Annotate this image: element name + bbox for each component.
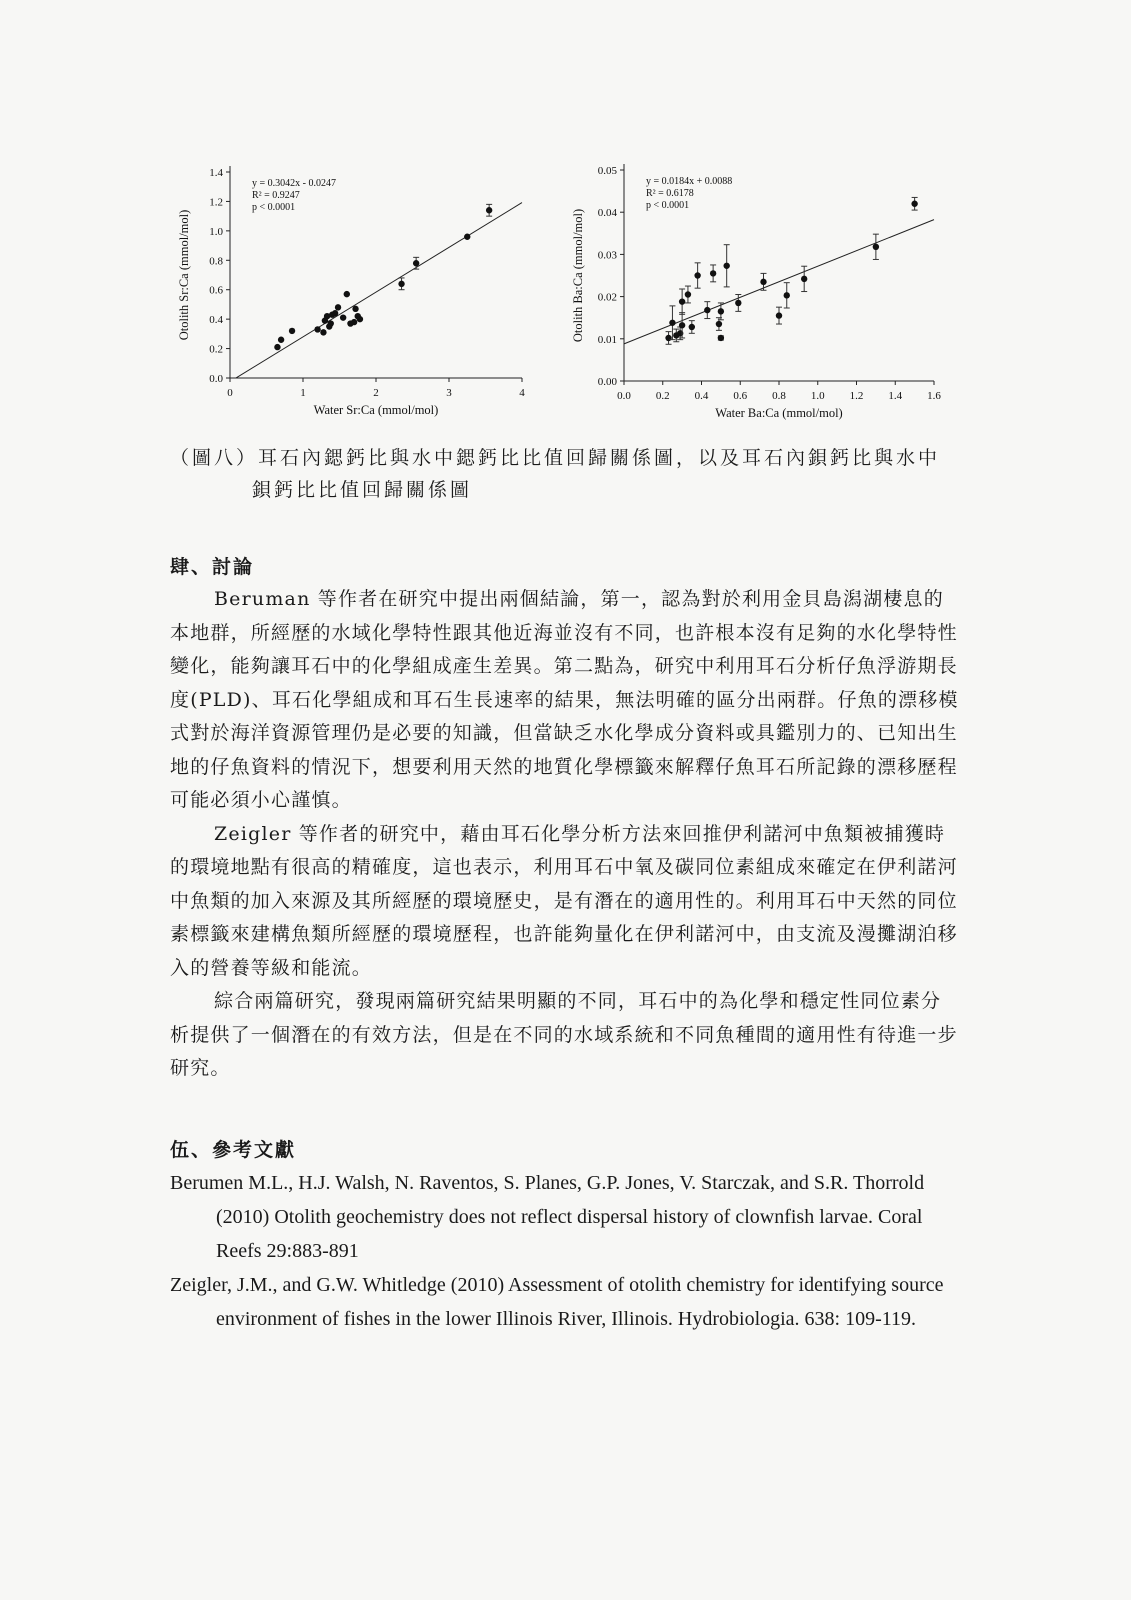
discussion-paragraph: Zeigler 等作者的研究中，藉由耳石化學分析方法來回推伊利諾河中魚類被捕獲時的環境地點有很高的精確度，這也表示，利用耳石中氧及碳同位素組成來確定在伊利諾河中魚類的加入來源及其所經歷的環境歷史，是有潛在的適用性的。利用耳石中天然的同位素標籤來建構魚類所經歷的環境歷程，也許能夠量化在伊利諾河中，由支流及漫攤湖泊移入的營養等級和能流。: [170, 822, 958, 979]
x-axis-label: Water Sr:Ca (mmol/mol): [313, 403, 439, 417]
data-point: [873, 244, 879, 250]
y-tick-label: 0.0: [209, 373, 223, 385]
x-tick-label: 1.0: [810, 390, 825, 402]
otolith-ba-ca-chart: [550, 160, 950, 430]
data-point: [464, 234, 470, 240]
y-tick-label: 0.8: [209, 255, 223, 268]
x-tick-label: 3: [446, 387, 452, 399]
y-tick-label: 0.03: [597, 249, 617, 262]
data-point: [357, 316, 363, 322]
data-point: [320, 329, 326, 335]
y-tick-label: 0.00: [597, 376, 617, 388]
data-point: [685, 291, 691, 297]
regression-annotation: p < 0.0001: [646, 200, 690, 211]
y-tick-label: 0.01: [597, 333, 617, 346]
y-tick-label: 0.2: [209, 343, 223, 356]
x-tick-label: 0.6: [733, 390, 748, 402]
y-tick-label: 1.0: [209, 225, 223, 238]
y-tick-label: 1.2: [209, 196, 223, 209]
data-point: [413, 260, 419, 266]
data-point: [723, 263, 729, 269]
discussion-paragraph: Beruman 等作者在研究中提出兩個結論，第一，認為對於利用金貝島潟湖棲息的本地群，所經歷的水域化學特性跟其他近海並沒有不同，也許根本沒有足夠的水化學特性變化，能夠讓耳石中的化學組成產生差異。第二點為，研究中利用耳石分析仔魚浮游期長度(PLD)、耳石化學組成和耳石生長速率的結果，無法明確的區分出兩群。仔魚的漂移模式對於海洋資源管理仍是必要的知識，但當缺乏水化學成分資料或具鑑別力的、已知出生地的仔魚資料的情況下，想要利用天然的地質化學標籤來解釋仔魚耳石所記錄的漂移歷程可能必須小心謹慎。: [170, 588, 959, 811]
discussion-body: [170, 583, 960, 1086]
data-point: [332, 310, 338, 316]
discussion-title: 肆、討論: [170, 556, 255, 578]
data-point: [328, 320, 334, 326]
x-tick-label: 1: [300, 387, 306, 399]
regression-annotation: R² = 0.9247: [252, 190, 300, 201]
data-point: [669, 320, 675, 326]
x-tick-label: 0.0: [617, 390, 631, 402]
otolith-sr-ca-chart: [175, 160, 545, 430]
data-point: [335, 304, 341, 310]
discussion-paragraph: 綜合兩篇研究，發現兩篇研究結果明顯的不同，耳石中的為化學和穩定性同位素分析提供了一個潛在的有效方法，但是在不同的水域系統和不同魚種間的適用性有待進一步研究。: [170, 990, 958, 1079]
data-point: [704, 307, 710, 313]
data-point: [398, 281, 404, 287]
data-point: [801, 276, 807, 282]
regression-annotation: p < 0.0001: [252, 202, 296, 213]
regression-annotation: y = 0.3042x - 0.0247: [252, 178, 336, 189]
data-point: [314, 326, 320, 332]
data-point: [679, 322, 685, 328]
x-tick-label: 1.6: [927, 390, 941, 402]
x-tick-label: 1.2: [849, 390, 864, 402]
regression-line: [236, 203, 522, 378]
x-tick-label: 2: [373, 387, 379, 399]
y-tick-label: 0.04: [597, 207, 617, 220]
data-point: [718, 335, 724, 341]
regression-annotation: y = 0.0184x + 0.0088: [646, 176, 733, 187]
x-axis-label: Water Ba:Ca (mmol/mol): [715, 406, 843, 420]
y-axis-label: Otolith Ba:Ca (mmol/mol): [571, 208, 585, 343]
data-point: [689, 324, 695, 330]
data-point: [784, 292, 790, 298]
regression-annotation: R² = 0.6178: [646, 188, 694, 199]
data-point: [278, 337, 284, 343]
y-tick-label: 1.4: [209, 167, 223, 179]
x-tick-label: 1.4: [888, 390, 903, 402]
data-point: [289, 328, 295, 334]
y-tick-label: 0.6: [209, 284, 223, 297]
data-point: [665, 335, 671, 341]
x-tick-label: 4: [519, 387, 525, 399]
data-point: [710, 270, 716, 276]
reference-item: Berumen M.L., H.J. Walsh, N. Raventos, S. Planes, G.P. Jones, V. Starczak, and S.R. Thorrold (2010) Otolith geochemistry does not reflect dispersal history of clownfish larvae. Coral Reefs 29:883-891: [170, 1172, 925, 1262]
x-tick-label: 0.8: [772, 390, 786, 402]
x-tick-label: 0.4: [694, 390, 709, 402]
data-point: [911, 201, 917, 207]
data-point: [760, 279, 766, 285]
caption-line-2: 鋇鈣比比值回歸關係圖: [252, 479, 473, 501]
data-point: [718, 308, 724, 314]
data-point: [694, 272, 700, 278]
y-tick-label: 0.05: [597, 165, 617, 177]
data-point: [486, 207, 492, 213]
y-axis-label: Otolith Sr:Ca (mmol/mol): [177, 209, 191, 341]
data-point: [351, 319, 357, 325]
y-tick-label: 0.4: [209, 314, 223, 327]
x-tick-label: 0.2: [655, 390, 670, 402]
caption-line-1: （圖八）耳石內鍶鈣比與水中鍶鈣比比值回歸關係圖，以及耳石內鋇鈣比與水中: [170, 447, 941, 469]
data-point: [776, 312, 782, 318]
reference-item: Zeigler, J.M., and G.W. Whitledge (2010) Assessment of otolith chemistry for identifying source environment of fishes in the lower Illinois River, Illinois. Hydrobiologia. 638: 109-119.: [170, 1274, 944, 1330]
data-point: [716, 321, 722, 327]
x-tick-label: 0: [227, 387, 233, 399]
data-point: [340, 314, 346, 320]
data-point: [735, 300, 741, 306]
reference-list: [170, 1166, 960, 1336]
data-point: [679, 298, 685, 304]
data-point: [274, 344, 280, 350]
data-point: [352, 306, 358, 312]
y-tick-label: 0.02: [597, 291, 617, 304]
figure-caption: [170, 442, 970, 506]
references-title: 伍、參考文獻: [170, 1139, 297, 1161]
data-point: [344, 291, 350, 297]
